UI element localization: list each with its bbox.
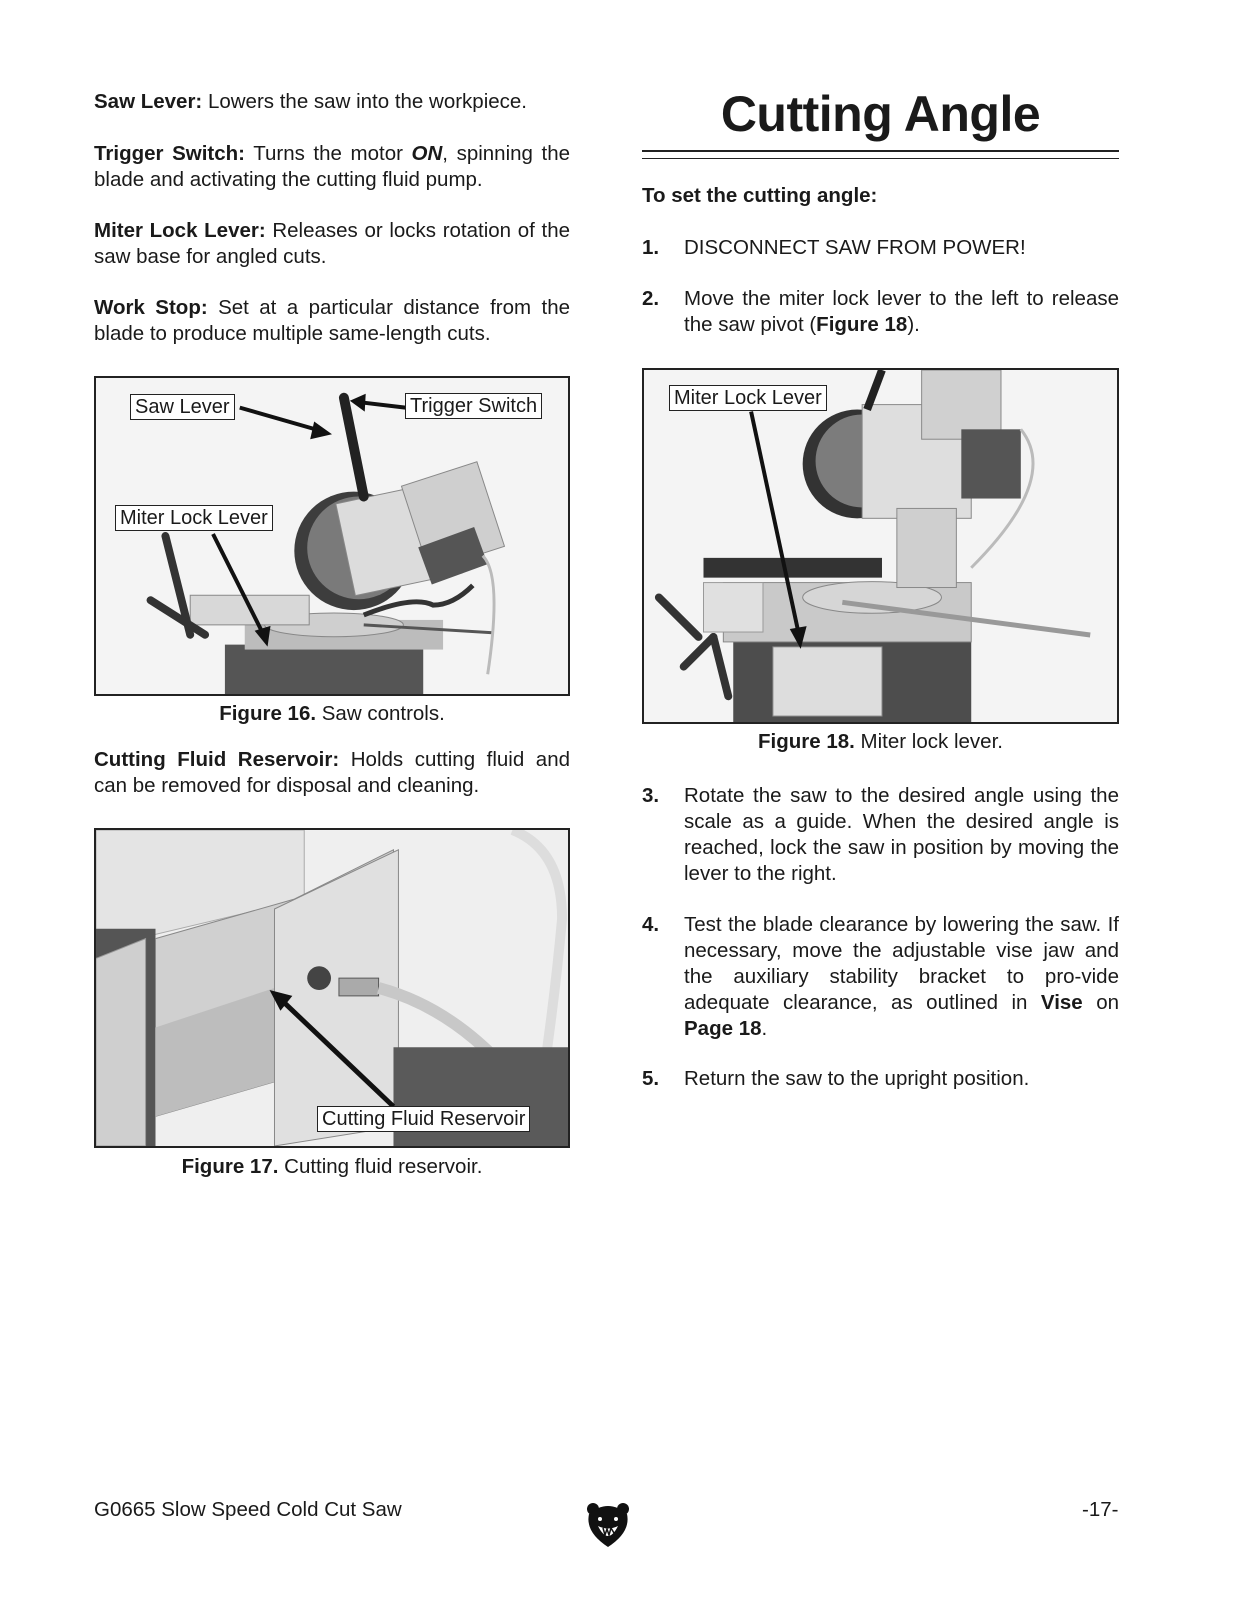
section-title: Cutting Angle — [720, 86, 1041, 142]
on-emphasis: ON — [411, 142, 443, 165]
term-text: Set at a particular distance from the blade to produce multiple same-length cuts. — [94, 296, 570, 345]
miter-lock-illustration — [644, 370, 1117, 722]
step-text: Return the saw to the upright position. — [684, 1067, 1030, 1090]
reservoir-illustration — [96, 830, 568, 1146]
step-text — [684, 912, 1119, 1042]
reservoir-description — [94, 747, 570, 799]
term-label: Miter Lock Lever: — [94, 219, 266, 242]
step-text-part: Test the blade clearance by lowering the saw. If necessary, move the adjustable vise jaw and the auxiliary stability bracket to pro-vide adequate clearance, as outlined in — [684, 913, 1119, 1014]
term-label: Saw Lever: — [94, 90, 203, 113]
footer-model-name: G0665 Slow Speed Cold Cut Saw — [94, 1498, 402, 1521]
term-text: Holds cutting fluid and can be removed for disposal and cleaning. — [94, 748, 570, 797]
figure-label: Figure 17. — [181, 1155, 279, 1178]
term-label: Cutting Fluid Reservoir: — [94, 748, 340, 771]
bear-logo-icon — [585, 1500, 631, 1548]
callout-trigger-switch: Trigger Switch — [405, 393, 542, 419]
step-text-part: on — [1082, 991, 1120, 1014]
step-text-part: Move the miter lock lever to the left to release the saw pivot ( — [684, 287, 1119, 336]
step-number: 4. — [642, 913, 660, 936]
step-1 — [642, 235, 1119, 261]
footer-page-number: -17- — [1082, 1498, 1119, 1521]
term-text: Lowers the saw into the workpiece. — [202, 90, 527, 113]
page-reference: Page 18 — [684, 1017, 762, 1040]
callout-miter-lock-lever: Miter Lock Lever — [115, 505, 273, 531]
callout-cutting-fluid-reservoir: Cutting Fluid Reservoir — [317, 1106, 530, 1132]
title-rule-bottom — [642, 158, 1119, 159]
procedure-intro: To set the cutting angle: — [642, 184, 878, 207]
step-text-part: ). — [907, 313, 920, 336]
step-text: DISCONNECT SAW FROM POWER! — [684, 236, 1026, 259]
figure-18-caption — [642, 729, 1119, 755]
figure-label: Figure 16. — [219, 702, 317, 725]
step-2 — [642, 286, 1119, 338]
step-text-part: . — [761, 1017, 768, 1040]
figure-caption-text: Saw controls. — [316, 702, 445, 725]
step-number: 2. — [642, 287, 660, 310]
saw-lever-description — [94, 89, 570, 115]
title-rule-top — [642, 150, 1119, 152]
figure-16-image — [94, 376, 570, 696]
term-text: Releases or locks rotation of the saw base for angled cuts. — [94, 219, 570, 268]
saw-controls-illustration — [96, 378, 568, 694]
miter-lock-description — [94, 218, 570, 270]
term-label: Trigger Switch: — [94, 142, 245, 165]
figure-16-caption — [94, 701, 570, 727]
figure-17-image — [94, 828, 570, 1148]
figure-18-image — [642, 368, 1119, 724]
term-text: , spinning the blade and activating the cutting fluid pump. — [94, 142, 571, 191]
step-number: 5. — [642, 1067, 660, 1090]
step-number: 1. — [642, 236, 660, 259]
work-stop-description — [94, 295, 570, 347]
callout-miter-lock-lever: Miter Lock Lever — [669, 385, 827, 411]
trigger-switch-description — [94, 141, 570, 193]
section-reference: Vise — [1040, 991, 1083, 1014]
callout-saw-lever: Saw Lever — [130, 394, 235, 420]
figure-17-caption — [94, 1154, 570, 1180]
figure-caption-text: Cutting fluid reservoir. — [278, 1155, 483, 1178]
figure-label: Figure 18. — [758, 730, 855, 753]
step-text: Rotate the saw to the desired angle using the scale as a guide. When the desired angle is reached, lock the saw in position by moving the lever to the right. — [684, 784, 1119, 885]
step-number: 3. — [642, 784, 660, 807]
term-label: Work Stop: — [94, 296, 208, 319]
step-4 — [642, 912, 1119, 1042]
figure-reference: Figure 18 — [816, 313, 908, 336]
step-5 — [642, 1066, 1119, 1092]
figure-caption-text: Miter lock lever. — [854, 730, 1003, 753]
term-text: Turns the motor — [244, 142, 412, 165]
step-text — [684, 286, 1119, 338]
step-3 — [642, 783, 1119, 887]
